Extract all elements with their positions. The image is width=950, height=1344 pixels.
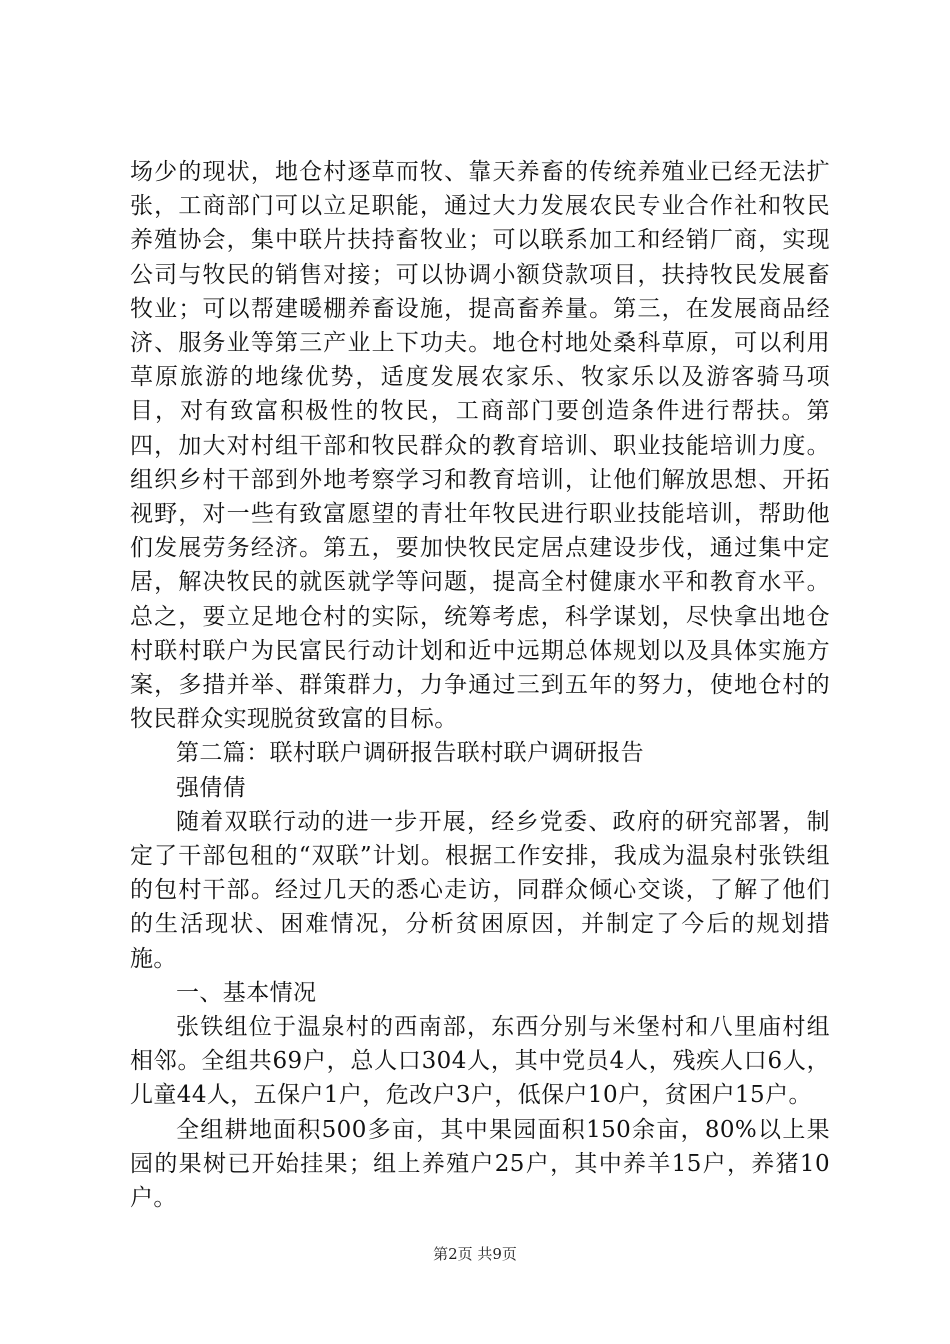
paragraph-location-population: 张铁组位于温泉村的西南部，东西分别与米堡村和八里庙村组相邻。全组共69户，总人口304人，其中党员4人，残疾人口6人，儿童44人，五保户1户，危改户3户，低保户10户，贫困户15户。 bbox=[130, 1014, 830, 1109]
paragraph-land-farming: 全组耕地面积500多亩，其中果园面积150余亩，80%以上果园的果树已开始挂果；组上养殖户25户，其中养羊15户，养猪10户。 bbox=[130, 1116, 830, 1212]
paragraph-intro: 随着双联行动的进一步开展，经乡党委、政府的研究部署，制定了干部包租的“双联”计划。根据工作安排，我成为温泉村张铁组的包村干部。经过几天的悉心走访，同群众倾心交谈，了解了他们的生活现状、困难情况，分析贫困原因，并制定了今后的规划措施。 bbox=[130, 808, 830, 972]
paragraph-continuation: 场少的现状，地仓村逐草而牧、靠天养畜的传统养殖业已经无法扩张，工商部门可以立足职能，通过大力发展农民专业合作社和牧民养殖协会，集中联片扶持畜牧业；可以联系加工和经销厂商，实现公司与牧民的销售对接；可以协调小额贷款项目，扶持牧民发展畜牧业；可以帮建暖棚养畜设施，提高畜养量。第三，在发展商品经济、服务业等第三产业上下功夫。地仓村地处桑科草原，可以利用草原旅游的地缘优势，适度发展农家乐、牧家乐以及游客骑马项目，对有致富积极性的牧民，工商部门要创造条件进行帮扶。第四，加大对村组干部和牧民群众的教育培训、职业技能培训力度。组织乡村干部到外地考察学习和教育培训，让他们解放思想、开拓视野，对一些有致富愿望的青壮年牧民进行职业技能培训，帮助他们发展劳务经济。第五，要加快牧民定居点建设步伐，通过集中定居，解决牧民的就医就学等问题，提高全村健康水平和教育水平。总之，要立足地仓村的实际，统筹考虑，科学谋划，尽快拿出地仓村联村联户为民富民行动计划和近中远期总体规划以及具体实施方案，多措并举、群策群力，力争通过三到五年的努力，使地仓村的牧民群众实现脱贫致富的目标。 bbox=[130, 159, 830, 733]
page-footer bbox=[0, 1244, 950, 1264]
section-heading-second-article: 第二篇：联村联户调研报告联村联户调研报告 bbox=[176, 740, 644, 767]
page-number-label: 第2页 共9页 bbox=[433, 1245, 517, 1263]
section-heading-basic-info: 一、基本情况 bbox=[176, 979, 317, 1006]
author-name: 强倩倩 bbox=[176, 774, 247, 801]
document-body bbox=[130, 155, 830, 1215]
